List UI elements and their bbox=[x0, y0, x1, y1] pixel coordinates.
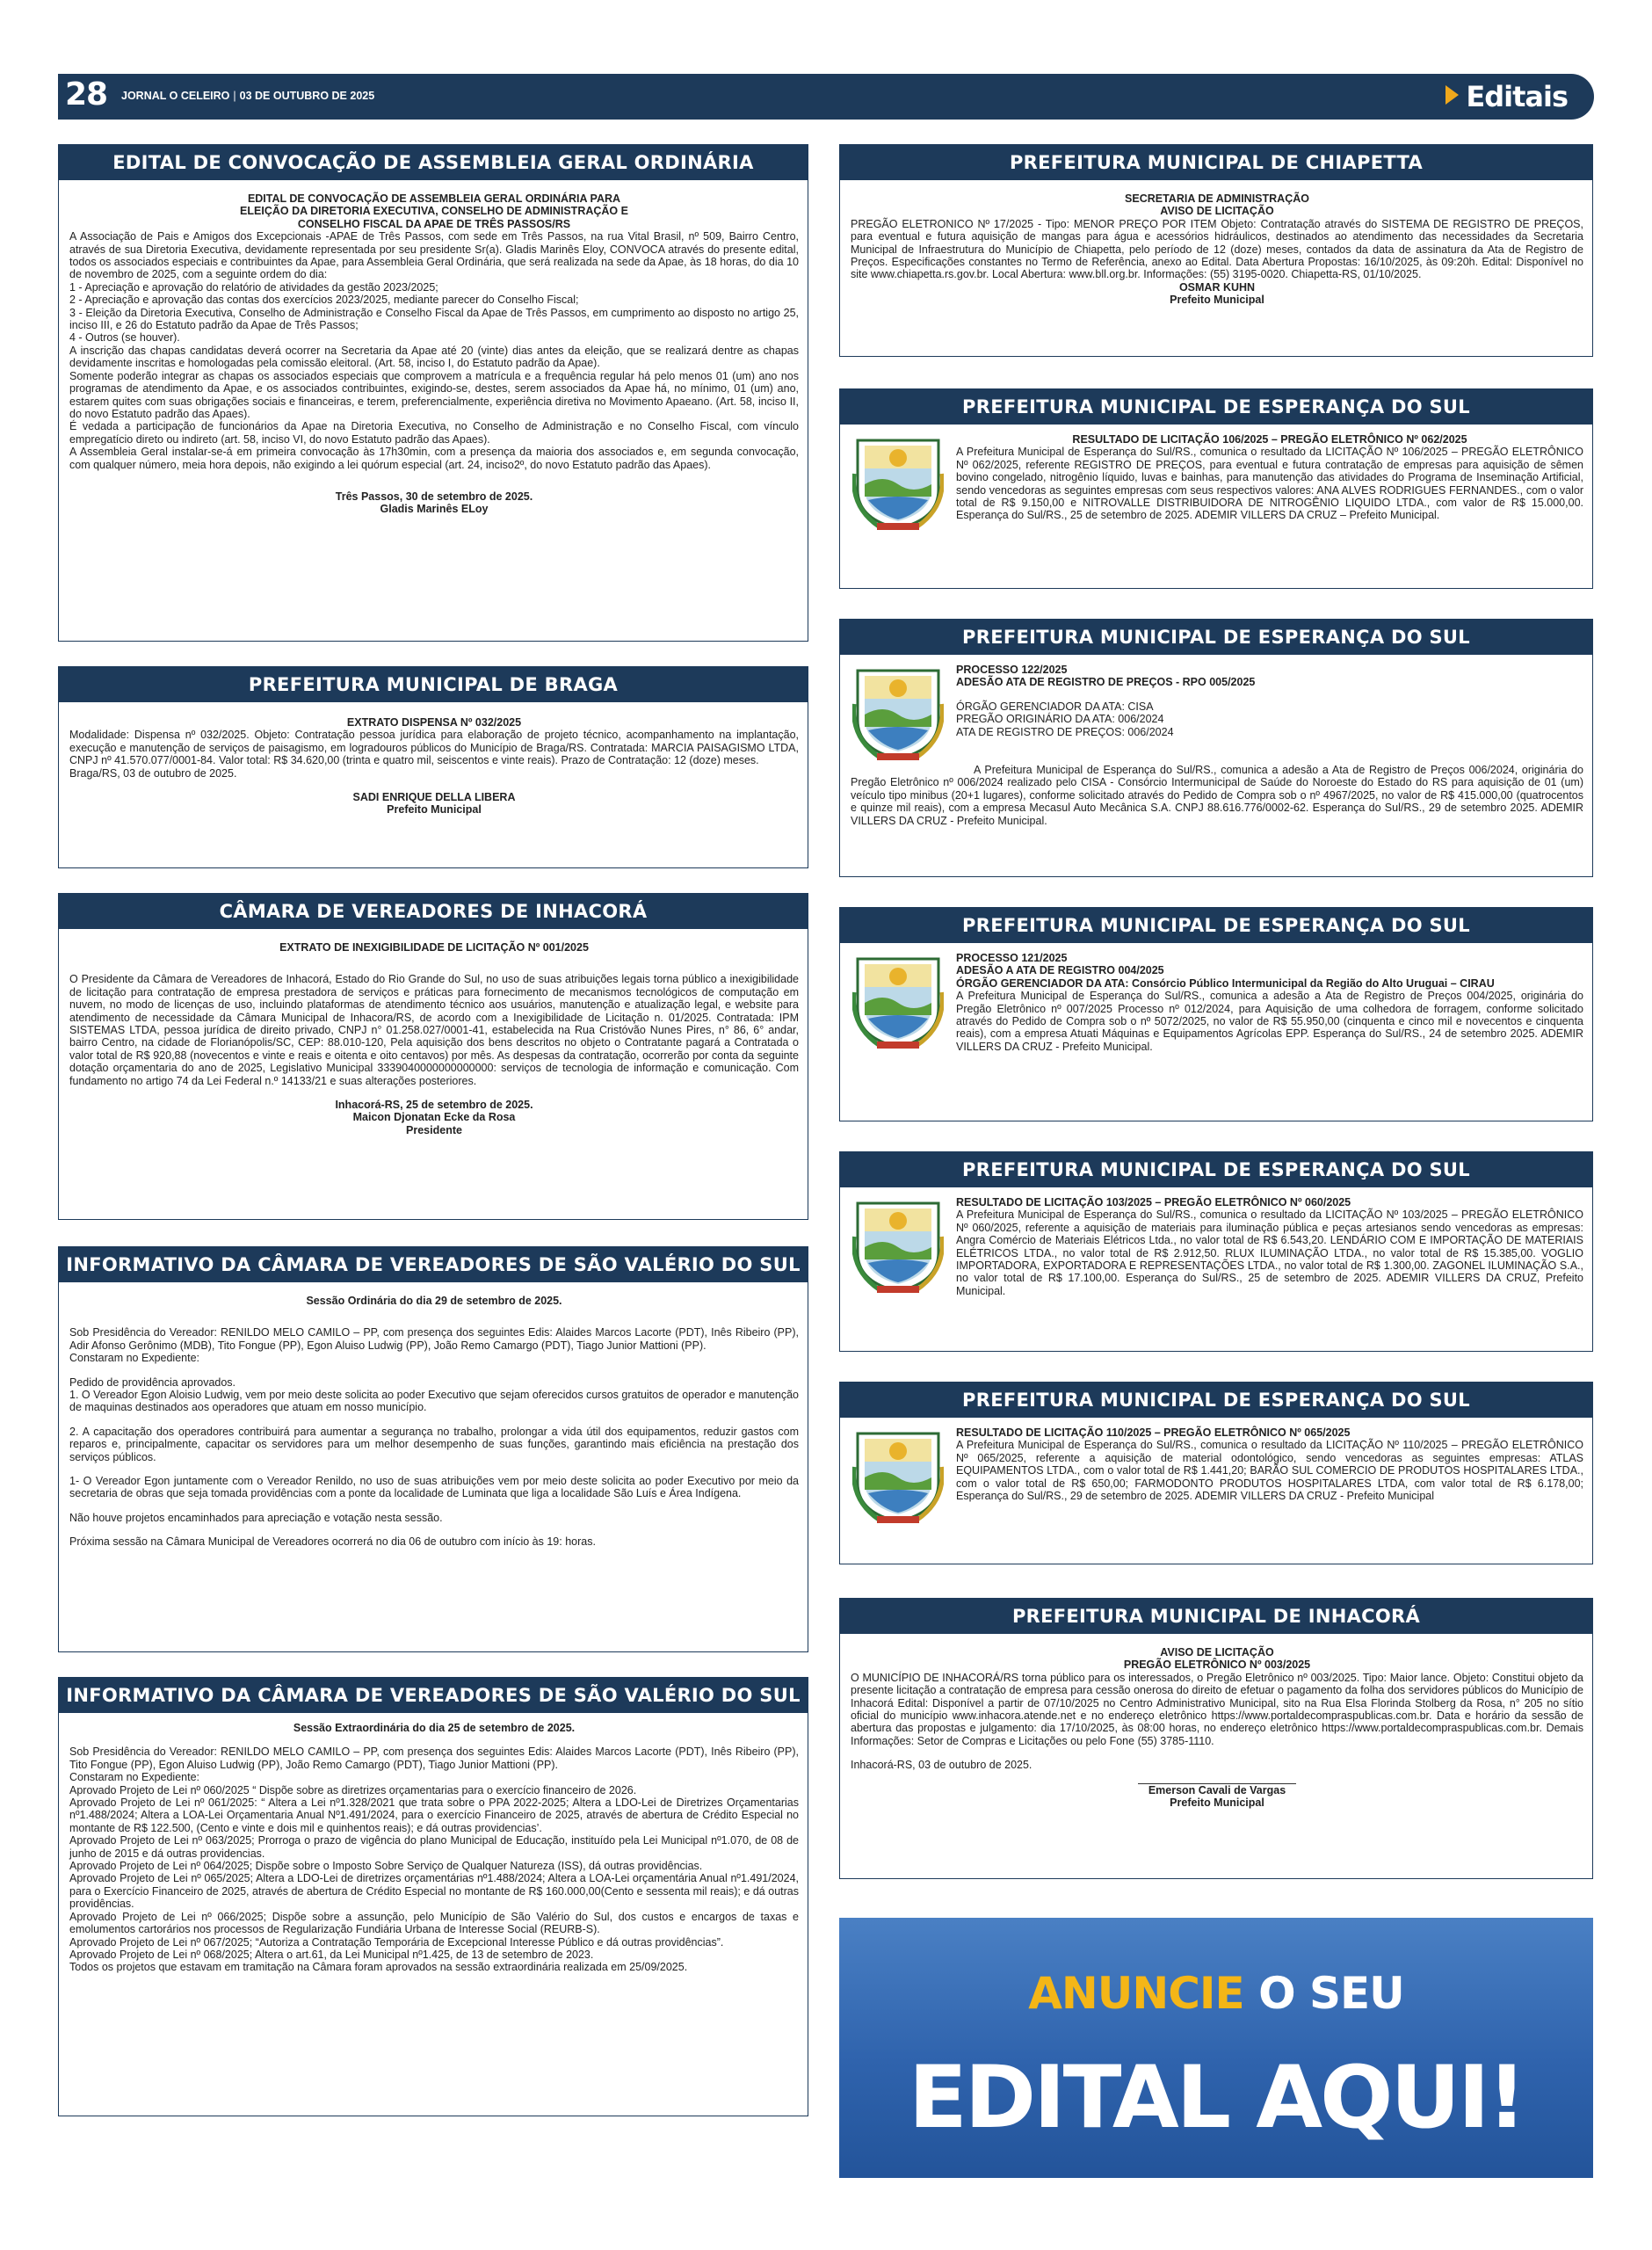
notice-body bbox=[59, 1713, 808, 1981]
detail-line: ATA DE REGISTRO DE PREÇOS: 006/2024 bbox=[956, 725, 1174, 738]
approved-bill: Aprovado Projeto de Lei nº 064/2025; Dispõe sobre o Imposto Sobre Serviço de Qualquer Natureza (ISS), dá outras providências. bbox=[69, 1860, 703, 1873]
paragraph: Não houve projetos encaminhados para apreciação e votação nesta sessão. bbox=[69, 1511, 443, 1524]
paragraph: A Associação de Pais e Amigos dos Excepcionais -APAE de Três Passos, com sede em Três Passos, na rua Vital Brasil, nº 509, Bairro Centro, através de sua Diretoria Executiva, devidamente representada por seu presidente Sr(a). Gladis Marinês Eloy, CONVOCA através do presente edital, todos os associados especiais e contribuintes da Apae, para Assembleia Geral Ordinária, que será realizada na sede da Apae, às 18 horas, do dia 10 de novembro de 2025, com a seguinte ordem do dia: bbox=[69, 230, 799, 281]
notice-braga bbox=[58, 666, 808, 868]
page-header bbox=[58, 74, 1594, 120]
notice-inhacora-prefeitura bbox=[839, 1598, 1593, 1879]
notice-apae bbox=[58, 144, 808, 642]
heading-line: PROCESSO 121/2025 bbox=[956, 952, 1068, 964]
notice-title: INFORMATIVO DA CÂMARA DE VEREADORES DE SÃO VALÉRIO DO SUL bbox=[59, 1247, 808, 1282]
heading-line: RESULTADO DE LICITAÇÃO 103/2025 – PREGÃO ELETRÔNICO Nº 060/2025 bbox=[956, 1196, 1351, 1208]
municipal-crest-icon bbox=[852, 1428, 944, 1525]
paragraph: É vedada a participação de funcionários da Apae na Diretoria Executiva, no Conselho de Administração e no Conselho Fiscal, com vínculo empregatício direto ou indireto (art. 58, inciso VI, do novo Estatuto padrão das Apaes). bbox=[69, 420, 799, 446]
notice-esperanca-2 bbox=[839, 619, 1593, 877]
municipal-crest-icon bbox=[852, 954, 944, 1050]
paragraph: Constaram no Expediente: bbox=[69, 1352, 200, 1365]
paragraph: 1. O Vereador Egon Aloisio Ludwig, vem por meio deste solicita ao poder Executivo que sejam oferecidos cursos gratuitos de operador e manutenção de maquinas destinados aos operadores que atuam em nosso município. bbox=[69, 1389, 799, 1414]
approved-bill: Aprovado Projeto de Lei nº 065/2025; Altera a LDO-Lei de diretrizes orçamentárias nº1.488/2024; Altera a LOA-Lei orçamentária Anual nº1.491/2024, para o Exercício Financeiro de 2025, através de abertura de Crédito Especial no montante de R$ 160.000,00(Cento e sessenta mil reais); e dá outras providências. bbox=[69, 1872, 799, 1911]
notice-title: PREFEITURA MUNICIPAL DE ESPERANÇA DO SUL bbox=[840, 620, 1592, 655]
paragraph: Modalidade: Dispensa nº 032/2025. Objeto: Contratação pessoa jurídica para elaboração de projeto técnico, acompanhamento na implantação, execução e manutenção de serviços de paisagismo, em logradouros públicos do Município de Braga/RS. Contratada: MARCIA PAISAGISMO LTDA, CNPJ nº 41.570.077/0001-84. Valor total: R$ 34.620,00 (trinta e quatro mil, seiscentos e vinte reais). Prazo de Contratação: 12 (doze) meses. bbox=[69, 729, 799, 767]
paragraph: Constaram no Expediente: bbox=[69, 1771, 200, 1784]
heading-line: Sessão Extraordinária do dia 25 de setembro de 2025. bbox=[293, 1722, 576, 1734]
place-date: Inhacorá-RS, 25 de setembro de 2025. bbox=[335, 1099, 533, 1112]
heading-line: PREGÃO ELETRÔNICO Nº 003/2025 bbox=[1123, 1658, 1311, 1672]
heading-line: SECRETARIA DE ADMINISTRAÇÃO bbox=[1125, 192, 1309, 205]
paragraph: 2. A capacitação dos operadores contribuirá para aumentar a segurança no trabalho, prolongar a vida útil dos equipamentos, reduzir gastos com reparos e, principalmente, capacitar os servidores para um melhor desempenho de suas funções, garantindo mais eficiência na prestação dos serviços públicos. bbox=[69, 1425, 799, 1463]
notice-title: PREFEITURA MUNICIPAL DE CHIAPETTA bbox=[840, 145, 1592, 180]
ad-line-1 bbox=[839, 1923, 1593, 2064]
notice-title: PREFEITURA MUNICIPAL DE ESPERANÇA DO SUL bbox=[840, 389, 1592, 425]
notice-title: PREFEITURA MUNICIPAL DE BRAGA bbox=[59, 667, 808, 702]
agenda-item: 4 - Outros (se houver). bbox=[69, 331, 180, 345]
paragraph: Sob Presidência do Vereador: RENILDO MELO CAMILO – PP, com presença dos seguintes Edis: Alaides Marcos Lacorte (PDT), Inês Ribeiro (PP), Tito Fongue (PP), Egon Aluiso Ludwig (PP), João Remo Camargo (PDT), Tiago Junior Mattioni (PP). bbox=[69, 1746, 799, 1771]
paragraph: A inscrição das chapas candidatas deverá ocorrer na Secretaria da Apae até 20 (vinte) dias antes da eleição, que se realizará dentre as chapas devidamente inscritas e homologadas pela comissão eleitoral. (Art. 58, inciso I, do Estatuto padrão da Apae). bbox=[69, 344, 799, 370]
notice-title: CÂMARA DE VEREADORES DE INHACORÁ bbox=[59, 894, 808, 929]
place-date: Braga/RS, 03 de outubro de 2025. bbox=[69, 766, 237, 780]
notice-body bbox=[59, 702, 808, 824]
signer: Gladis Marinês ELoy bbox=[380, 503, 489, 516]
notice-body bbox=[840, 425, 1592, 529]
play-arrow-icon bbox=[1446, 85, 1459, 105]
publication-line bbox=[121, 90, 374, 102]
heading-line: RESULTADO DE LICITAÇÃO 110/2025 – PREGÃO ELETRÔNICO Nº 065/2025 bbox=[956, 1426, 1351, 1439]
detail-line: PREGÃO ORIGINÁRIO DA ATA: 006/2024 bbox=[956, 713, 1164, 726]
notice-title: EDITAL DE CONVOCAÇÃO DE ASSEMBLEIA GERAL ORDINÁRIA bbox=[59, 145, 808, 180]
paragraph: Somente poderão integrar as chapas os associados especiais que comprovem a matrícula e a frequência regular há pelo menos 01 (um) ano nos programas de atendimento da Apae, e os associados contribuintes, exigindo-se, destes, serem associados da Apae há, no mínimo, 01 (um) ano, estarem quites com suas obrigações sociais e financeiras, e terem, preferencialmente, experiência diretiva no Movimento Apaeano. (Art. 58, inciso II, do novo Estatuto padrão das Apaes). bbox=[69, 369, 799, 420]
paragraph: A Prefeitura Municipal de Esperança do Sul/RS., comunica a adesão a Ata de Registro de Preços 004/2025, originária do Pregão Eletrônico nº 007/2025 Processo nº 012/2024, para Aquisição de uma colhedora de forragem, conforme solicitado através do Pedido de Compra sob o nº 5072/2025, no valor de R$ 55.950,00 (cinquenta e cinco mil e novecentos e cinquenta reais), com a empresa Atuati Máquinas e Equipamentos Agrícolas EPP. Esperança do Sul/RS., 24 de setembro 2025. ADEMIR VILLERS DA CRUZ - Prefeito Municipal. bbox=[956, 990, 1583, 1053]
place-date: Inhacorá-RS, 03 de outubro de 2025. bbox=[851, 1759, 1032, 1772]
heading-line: Sessão Ordinária do dia 29 de setembro de 2025. bbox=[306, 1295, 562, 1307]
paragraph: Pedido de providência aprovados. bbox=[69, 1375, 236, 1389]
heading-line: RESULTADO DE LICITAÇÃO 106/2025 – PREGÃO ELETRÔNICO Nº 062/2025 bbox=[1072, 433, 1467, 446]
municipal-crest-icon bbox=[852, 665, 944, 762]
signer: SADI ENRIQUE DELLA LIBERA bbox=[352, 791, 516, 804]
approved-bill: Todos os projetos que estavam em tramitação na Câmara foram aprovados na sessão extraordinária realizada em 25/09/2025. bbox=[69, 1961, 688, 1974]
notice-body bbox=[840, 180, 1592, 314]
notice-body bbox=[840, 943, 1592, 1060]
ad-line-2: EDITAL AQUI! bbox=[908, 2048, 1525, 2148]
heading-line: ADESÃO A ATA DE REGISTRO 004/2025 bbox=[956, 964, 1164, 977]
notice-title: PREFEITURA MUNICIPAL DE INHACORÁ bbox=[840, 1599, 1592, 1634]
notice-title: PREFEITURA MUNICIPAL DE ESPERANÇA DO SUL bbox=[840, 1152, 1592, 1187]
notice-body bbox=[840, 1187, 1592, 1304]
notice-esperanca-3 bbox=[839, 907, 1593, 1121]
approved-bill: Aprovado Projeto de Lei nº 060/2025 “ Dispõe sobre as diretrizes orçamentarias para o exercício financeiro de 2026. bbox=[69, 1783, 637, 1796]
ad-word: O SEU bbox=[1258, 1968, 1404, 2019]
notice-sao-valerio-extraordinaria bbox=[58, 1677, 808, 2116]
paragraph: A Assembleia Geral instalar-se-á em primeira convocação às 17h30min, com a presença da maioria dos associados e, em segunda convocação, com qualquer número, meia hora depois, não exigindo a lei quórum especial (art. 24, inciso2º, do novo Estatuto padrão das Apaes). bbox=[69, 446, 799, 471]
paragraph: PREGÃO ELETRONICO Nº 17/2025 - Tipo: MENOR PREÇO POR ITEM Objeto: Contratação através do SISTEMA DE REGISTRO DE PREÇOS, para eventual e futura aquisição de mangas para água e acessórios hidráulicos, destinados ao atendimento das necessidades da Secretaria Municipal de Infraestrutura do Município de Chiapetta, pelo período de 12 (doze) meses, contados da data de assinatura da Ata de Registro de Preços. Especificações constantes no Termo de Referência, anexo ao Edital. Data Abertura Propostas: 16/10/2025, às 09:20h. Edital: Disponível no site www.chiapetta.rs.gov.br. Local Abertura: www.bll.org.br. Informações: (55) 3195-0020. Chiapetta-RS, 01/10/2025. bbox=[851, 217, 1583, 281]
signer: Maicon Djonatan Ecke da Rosa bbox=[352, 1111, 516, 1124]
heading-line: EXTRATO DISPENSA Nº 032/2025 bbox=[346, 716, 522, 729]
notice-body bbox=[59, 929, 808, 1143]
signer-role: Presidente bbox=[406, 1123, 462, 1136]
municipal-crest-icon bbox=[852, 1198, 944, 1295]
agenda-item: 2 - Apreciação e aprovação das contas dos exercícios 2023/2025, mediante parecer do Conselho Fiscal; bbox=[69, 294, 579, 307]
notice-title: PREFEITURA MUNICIPAL DE ESPERANÇA DO SUL bbox=[840, 908, 1592, 943]
paragraph: A Prefeitura Municipal de Esperança do Sul/RS., comunica a adesão a Ata de Registro de Preços 006/2024, originária do Pregão Eletrônico nº 006/2024 realizado pelo CISA - Consórcio Intermunicipal de Saúde do Noroeste do Estado do RS para aquisição de 01 (um) veículo tipo minibus (20+1 lugares), conforme solicitado através do Pedido de Compra sob o nº 4967/2025, no valor de R$ 415.000,00 (quatrocentos e quinze mil reais), com a empresa Mecasul Auto Mecânica S.A. CNPJ 88.616.776/0002-62. Esperança do Sul/RS., 29 de setembro 2025. ADEMIR VILLERS DA CRUZ - Prefeito Municipal. bbox=[851, 764, 1583, 827]
notice-esperanca-4 bbox=[839, 1151, 1593, 1352]
paragraph: 1- O Vereador Egon juntamente com o Vereador Renildo, no uso de suas atribuições vem por meio deste solicita ao poder Executivo por meio da secretaria de obras que seja tomada providências com a ponte da localidade de Luminata que liga a localidade São Luís e Área Indígena. bbox=[69, 1475, 799, 1500]
notice-body bbox=[840, 1634, 1592, 1816]
paragraph: A Prefeitura Municipal de Esperança do Sul/RS., comunica o resultado da LICITAÇÃO Nº 110/2025 – PREGÃO ELETRÔNICO Nº 065/2025, referente a aquisição de material odontológico, sendo vencedoras as seguintes empresas: ATLAS EQUIPAMENTOS LTDA., com o valor total de R$ 1.441,20; BARÃO SUL COMERCIO DE PRODUTOS HOSPITALARES LTDA., com o valor total de R$ 650,00; FARMODONTO PRODUTOS HOSPITALARES LTDA, com valor total de R$ 6.178,00; Esperança do Sul/RS., 29 de setembro de 2025. ADEMIR VILLERS DA CRUZ - Prefeito Municipal bbox=[956, 1439, 1583, 1503]
signer-role: Prefeito Municipal bbox=[1170, 1796, 1264, 1810]
paragraph: Sob Presidência do Vereador: RENILDO MELO CAMILO – PP, com presença dos seguintes Edis: Alaides Marcos Lacorte (PDT), Inês Ribeiro (PP), Adir Afonso Gerônimo (MDB), Tito Fongue (PP), Egon Aluiso Ludwig (PP), João Remo Camargo (PDT), Tiago Junior Mattioni (PP). bbox=[69, 1326, 799, 1352]
paragraph: Próxima sessão na Câmara Municipal de Vereadores ocorrerá no dia 06 de outubro com início às 19: horas. bbox=[69, 1535, 596, 1549]
notice-esperanca-5 bbox=[839, 1382, 1593, 1564]
signer: OSMAR KUHN bbox=[1178, 280, 1256, 294]
ad-highlight-word: ANUNCIE bbox=[1028, 1968, 1244, 2019]
notice-body bbox=[59, 1282, 808, 1556]
section-label bbox=[1446, 80, 1568, 113]
paragraph: O Presidente da Câmara de Vereadores de Inhacorá, Estado do Rio Grande do Sul, no uso de suas atribuições legais torna público a inexigibilidade de licitação para contratação de empresa prestadora de serviços e práticas para fornecimento de mecanismos tecnológicos de computação em nuvem, no modo de licenças de uso, incluindo plataformas de atendimento técnico aos usuários, manutenção e atualização legal, e website para atendimento de necessidade da Câmara Municipal de Inhacora/RS, de acordo com a Inexigibilidade de Licitação n. 01/2025. Contratada: IPM SISTEMAS LTDA, pessoa jurídica de direito privado, CNPJ n° 01.258.027/0001-41, estabelecida na Rua Cristóvão Nunes Pires, n° 86, 6° andar, bairro Centro, na cidade de Florianópolis/SC, CEP: 88.010-120, Pela aquisição dos bens descritos no objeto o Contratante pagará a Contratada o valor total de R$ 920,88 (novecentos e vinte e reais e oitenta e oito centavos) por mês. As despesas da contratação, ocorrerão por conta da seguinte dotação orçamentaria do ano de 2025, Legislativo Municipal 3339040000000000000: serviços de tecnologia de informação e comunicação. Com fundamento no artigo 74 da Lei Federal n.º 14133/21 e suas alterações posteriores. bbox=[69, 973, 799, 1087]
publication-name: JORNAL O CELEIRO bbox=[121, 90, 230, 102]
signer-role: Prefeito Municipal bbox=[1170, 294, 1264, 307]
signer: Emerson Cavali de Vargas bbox=[1148, 1783, 1286, 1796]
heading-line: EXTRATO DE INEXIGIBILIDADE DE LICITAÇÃO Nº 001/2025 bbox=[279, 941, 589, 954]
heading-line: CONSELHO FISCAL DA APAE DE TRÊS PASSOS/RS bbox=[297, 217, 571, 230]
place-date: Três Passos, 30 de setembro de 2025. bbox=[335, 490, 533, 503]
paragraph: A Prefeitura Municipal de Esperança do Sul/RS., comunica o resultado da LICITAÇÃO Nº 106/2025 – PREGÃO ELETRÔNICO Nº 062/2025, referente REGISTRO DE PREÇOS, para eventual e futura contratação de empresas para aquisição de sêmen bovino congelado, nitrogênio líquido, luvas e bainhas, para manutenção das atividades do Programa de Inseminação Artificial, sendo vencedoras as seguintes empresas com seus respectivos valores: ANA ALVES RODRIGUES FERNANDES., com o valor total de R$ 9.150,00 e NITROVALLE DISTRIBUIDORA DE NITROGÊNIO LIQUIDO LTDA., com valor de R$ 15.000,00. Esperança do Sul/RS., 25 de setembro de 2025. ADEMIR VILLERS DA CRUZ – Prefeito Municipal. bbox=[956, 446, 1583, 522]
municipal-crest-icon bbox=[852, 435, 944, 532]
approved-bill: Aprovado Projeto de Lei nº 061/2025: “ Altera a Lei nº1.328/2021 que trata sobre o PPA 2022-2025; Altera a LDO-Lei de Diretrizes Orçamentarias nº1.488/2024; Altera a LOA-Lei Orçamentaria Anual Nº1.491/2024, para o exercício Financeiro de 2025, através de abertura de Crédito Especial no montante de R$ 122.500, (Cento e vinte e dois mil e quinhentos reais); e dá outras providencias’. bbox=[69, 1796, 799, 1834]
notice-sao-valerio-ordinaria bbox=[58, 1246, 808, 1652]
detail-line: ÓRGÃO GERENCIADOR DA ATA: CISA bbox=[956, 700, 1154, 713]
publication-date: 03 DE OUTUBRO DE 2025 bbox=[239, 90, 375, 102]
agenda-item: 3 - Eleição da Diretoria Executiva, Conselho de Administração e Conselho Fiscal da Apae de Três Passos, em cumprimento ao disposto no artigo 25, inciso III, e 26 do Estatuto padrão da Apae de Três Passos; bbox=[69, 306, 799, 332]
approved-bill: Aprovado Projeto de Lei nº 066/2025; Dispõe sobre a assunção, pelo Município de São Valério do Sul, dos custos e encargos de taxas e emolumentos cartorários nos processos de Regularização Fundiária Urbana de Interesse Social (REURB-S). bbox=[69, 1910, 799, 1936]
notice-esperanca-1 bbox=[839, 388, 1593, 589]
heading-line: ELEIÇÃO DA DIRETORIA EXECUTIVA, CONSELHO DE ADMINISTRAÇÃO E bbox=[240, 205, 628, 218]
notice-title: INFORMATIVO DA CÂMARA DE VEREADORES DE SÃO VALÉRIO DO SUL bbox=[59, 1678, 808, 1713]
paragraph: O MUNICÍPIO DE INHACORÁ/RS torna público para os interessados, o Pregão Eletrônico nº 003/2025. Tipo: Maior lance. Objeto: Constitui objeto da presente licitação a contratação de empresa para cessão onerosa do direito de efetuar o pagamento da folha dos servidores públicos do Município de Inhacorá Edital: Disponível a partir de 07/10/2025 no Centro Administrativo Municipal, sito na Rua Elsa Florinda Stolberg da Rosa, n° 205 no sítio oficial do município www.inhacora.atende.net e no endereço eletrônico https://www.portaldecompraspublicas.com.br. Data e horário da sessão de abertura das propostas e julgamento: dia 17/10/2025, às 08:00 horas, no endereço eletrônico https://www.portaldecompraspublicas.com.br. Demais Informações: Setor de Compras e Licitações ou pelo Fone (55) 3785-1110. bbox=[851, 1671, 1583, 1747]
paragraph: A Prefeitura Municipal de Esperança do Sul/RS., comunica o resultado da LICITAÇÃO Nº 103/2025 – PREGÃO ELETRÔNICO Nº 060/2025, referente a aquisição de materiais para iluminação pública e peças artesianos sendo vencedoras as empresas: Angra Comércio de Materiais Elétricos Ltda., no valor total de R$ 6.543,20. LENDÁRIO COM E IMPORTAÇÃO DE MATERIAIS ELÉTRICOS LTDA., no valor total de R$ 2.912,50. RLUX ILUMINAÇÃO LTDA., no valor total de R$ 15.385,00. VOGLIO IMPORTADORA, EXPORTADORA E REPRESENTAÇÕES LTDA., no valor total de R$ 1.300,00. ZAGONEL ILUMINAÇÃO S.A., no valor total de R$ 17.100,00. Esperança do Sul/RS., 25 de setembro de 2025. ADEMIR VILLERS DA CRUZ, Prefeito Municipal. bbox=[956, 1208, 1583, 1297]
agenda-item: 1 - Apreciação e aprovação do relatório de atividades da gestão 2023/2025; bbox=[69, 280, 438, 294]
signer-role: Prefeito Municipal bbox=[387, 803, 482, 817]
notice-title: PREFEITURA MUNICIPAL DE ESPERANÇA DO SUL bbox=[840, 1383, 1592, 1418]
approved-bill: Aprovado Projeto de Lei nº 068/2025; Altera o art.61, da Lei Municipal nº1.425, de 13 de setembro de 2023. bbox=[69, 1948, 594, 1961]
heading-line: ÓRGÃO GERENCIADOR DA ATA: Consórcio Público Intermunicipal da Região do Alto Uruguai – CIRAU bbox=[956, 976, 1495, 990]
page-number: 28 bbox=[65, 76, 108, 112]
approved-bill: Aprovado Projeto de Lei nº 063/2025; Prorroga o prazo de vigência do plano Municipal de Educação, instituído pela Lei Municipal nº1.070, de 08 de junho de 2015 e dá outras providencias. bbox=[69, 1834, 799, 1860]
notice-inhacora-camara bbox=[58, 893, 808, 1220]
heading-line: AVISO DE LICITAÇÃO bbox=[1160, 1646, 1274, 1658]
separator: | bbox=[233, 90, 236, 102]
heading-line: EDITAL DE CONVOCAÇÃO DE ASSEMBLEIA GERAL ORDINÁRIA PARA bbox=[247, 192, 621, 205]
approved-bill: Aprovado Projeto de Lei nº 067/2025; “Autoriza a Contratação Temporária de Excepcional Interesse Público e dá outras providências”. bbox=[69, 1935, 724, 1949]
heading-line: PROCESSO 122/2025 bbox=[956, 664, 1068, 676]
notice-body bbox=[840, 655, 1592, 834]
heading-line: AVISO DE LICITAÇÃO bbox=[1160, 205, 1274, 218]
section-name: Editais bbox=[1466, 80, 1568, 113]
notice-body bbox=[840, 1418, 1592, 1509]
advertisement-banner bbox=[839, 1918, 1593, 2178]
notice-body bbox=[59, 180, 808, 523]
notice-chiapetta bbox=[839, 144, 1593, 357]
heading-line: ADESÃO ATA DE REGISTRO DE PREÇOS - RPO 005/2025 bbox=[956, 676, 1256, 689]
